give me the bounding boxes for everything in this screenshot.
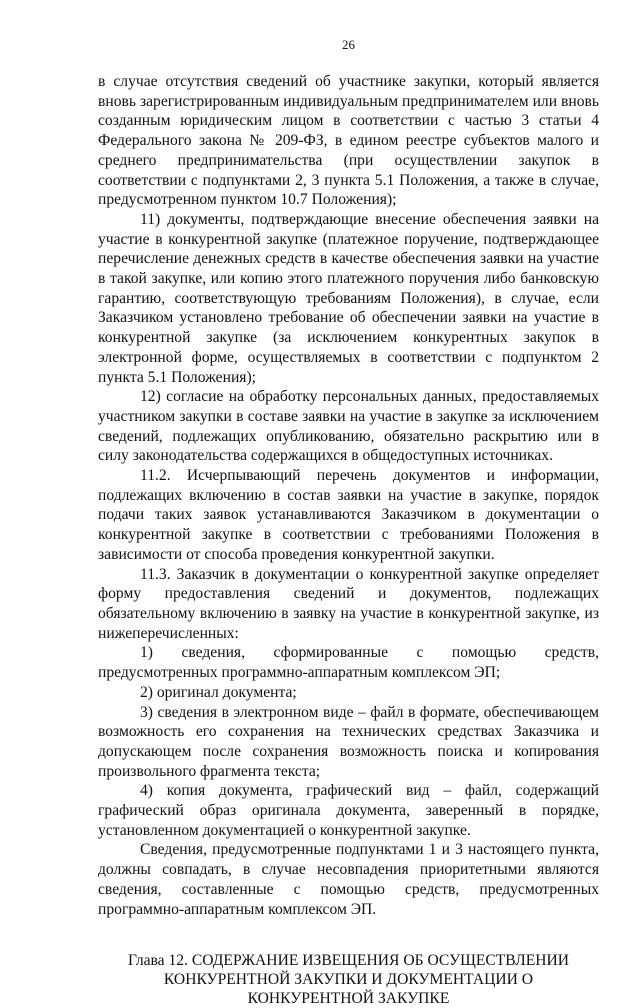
paragraph-item-12: 12) согласие на обработку персональных данных, предоставляемых участником закупки в составе заявки на участие в закупке за исключением сведений, подлежащих опубликованию, обязательно раскрытию или в силу законодательства содержащихся в общедоступных источниках.	[98, 388, 599, 465]
page-number: 26	[342, 37, 355, 52]
paragraph-form-4: 4) копия документа, графический вид – файл, содержащий графический образ оригинала документа, заверенный в порядке, установленном документацией о конкурентной закупке.	[98, 782, 599, 839]
paragraph-11-2: 11.2. Исчерпывающий перечень документов и информации, подлежащих включению в состав заявки на участие в закупке, порядок подачи таких заявок устанавливаются Заказчиком в документации о конкурентной закупке в соответствии с требованиями Положения в зависимости от способа проведения конкурентной закупки.	[98, 467, 599, 563]
paragraph-form-1: 1) сведения, сформированные с помощью средств, предусмотренных программно-аппаратным комплексом ЭП;	[98, 644, 599, 682]
paragraph-form-3: 3) сведения в электронном виде – файл в формате, обеспечивающем возможность его сохранения на технических средствах Заказчика и допускающем после сохранения возможность поиска и копирования произвольного фрагмента текста;	[98, 703, 599, 780]
paragraph-reestr: в случае отсутствия сведений об участнике закупки, который является вновь зарегистрированным индивидуальным предпринимателем или вновь созданным юридическим лицом в соответствии с частью 3 статьи 4 Федерального закона № 209-ФЗ, в едином реестре субъектов малого и среднего предпринимательства (при осуществлении закупок в соответствии с подпунктами 2, 3 пункта 5.1 Положения, а также в случае, предусмотренном пунктом 10.7 Положения);	[98, 73, 599, 209]
paragraph-priority: Сведения, предусмотренные подпунктами 1 и 3 настоящего пункта, должны совпадать, в случае несовпадения приоритетными являются сведения, составленные с помощью средств, предусмотренных программно-аппаратным комплексом ЭП.	[98, 841, 599, 918]
paragraph-11-3: 11.3. Заказчик в документации о конкурентной закупке определяет форму предоставления сведений и документов, подлежащих обязательному включению в заявку на участие в конкурентной закупке, из нижеперечисленных:	[98, 565, 599, 642]
paragraph-form-2: 2) оригинал документа;	[140, 683, 297, 701]
chapter-title: Глава 12. СОДЕРЖАНИЕ ИЗВЕЩЕНИЯ ОБ ОСУЩЕСТВЛЕНИИ КОНКУРЕНТНОЙ ЗАКУПКИ И ДОКУМЕНТАЦИИ О КОНКУРЕНТНОЙ ЗАКУПКЕ	[127, 952, 570, 1008]
body-text	[98, 72, 599, 919]
paragraph-item-11: 11) документы, подтверждающие внесение обеспечения заявки на участие в конкурентной закупке (платежное поручение, подтверждающее перечисление денежных средств в качестве обеспечения заявки на участие в такой закупке, или копию этого платежного поручения либо банковскую гарантию, соответствующую требованиям Положения), в случае, если Заказчиком установлено требование об обеспечении заявки на участие в конкурентной закупке (за исключением конкурентных закупок в электронной форме, осуществляемых в соответствии с подпунктом 2 пункта 5.1 Положения);	[98, 210, 599, 386]
